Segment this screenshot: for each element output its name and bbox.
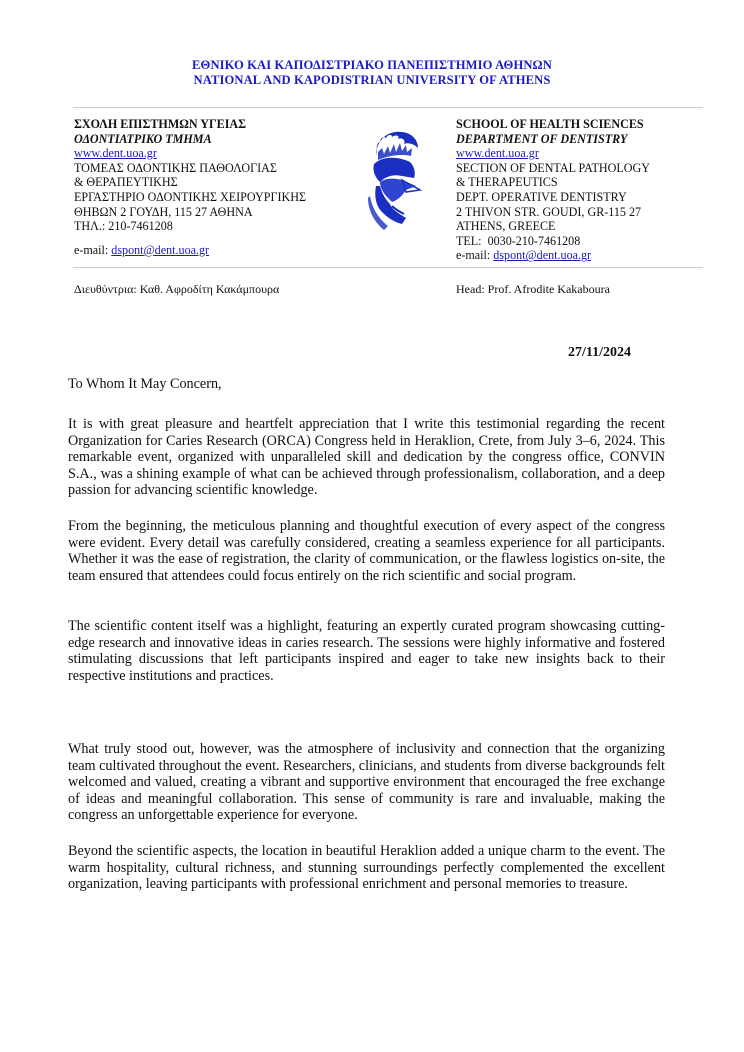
website-link-greek[interactable]: www.dent.uoa.gr xyxy=(74,146,157,161)
paragraph: From the beginning, the meticulous planning and thoughtful execution of every aspect of the congress were evident. Every detail was carefully considered, creating a seamless experience for all participants. Whether it was the ease of registration, the clarity of communication, or the flawless logistics on-site, the team ensured that attendees could focus entirely on the rich scientific and social program. xyxy=(68,518,665,584)
address-line2-english: ATHENS, GREECE xyxy=(456,219,556,234)
university-name-greek: ΕΘΝΙΚΟ ΚΑΙ ΚΑΠΟΔΙΣΤΡΙΑΚΟ ΠΑΝΕΠΙΣΤΗΜΙΟ ΑΘΗΝΩΝ xyxy=(192,58,552,72)
director-greek: Διευθύντρια: Καθ. Αφροδίτη Κακάμπουρα xyxy=(74,282,280,296)
paragraph: What truly stood out, however, was the atmosphere of inclusivity and connection that the organizing team cultivated throughout the event. Researchers, clinicians, and students from diverse backgrounds felt welcomed and valued, creating a vibrant and supportive environment that encouraged the free exchange of ideas and meaningful collaboration. This sense of community is rare and invaluable, making the congress an unforgettable experience for everyone. xyxy=(68,741,665,824)
section-line2-greek: & ΘΕΡΑΠΕΥΤΙΚΗΣ xyxy=(74,175,178,190)
paragraph: Beyond the scientific aspects, the location in beautiful Heraklion added a unique charm to the event. The warm hospitality, cultural richness, and stunning surroundings perfectly complemented the excellent organization, leaving participants with professional enrichment and personal memories to treasure. xyxy=(68,843,665,893)
department-name-english: DEPARTMENT OF DENTISTRY xyxy=(456,131,628,146)
email-link-greek[interactable]: dspont@dent.uoa.gr xyxy=(111,242,210,257)
department-name-greek: ΟΔΟΝΤΙΑΤΡΙΚΟ ΤΜΗΜΑ xyxy=(74,131,212,146)
athena-helmet-logo-icon xyxy=(362,126,424,234)
school-name-english: SCHOOL OF HEALTH SCIENCES xyxy=(456,117,644,131)
website-link-english[interactable]: www.dent.uoa.gr xyxy=(456,146,539,161)
email-label: e-mail: xyxy=(74,242,112,257)
university-name-english: NATIONAL AND KAPODISTRIAN UNIVERSITY OF ATHENS xyxy=(193,73,551,87)
university-title xyxy=(0,58,744,88)
salutation: To Whom It May Concern, xyxy=(68,376,222,392)
section-line1-greek: ΤΟΜΕΑΣ ΟΔΟΝΤΙΚΗΣ ΠΑΘΟΛΟΓΙΑΣ xyxy=(74,160,277,175)
phone-english: TEL: 0030-210-7461208 xyxy=(456,233,581,248)
letter-date: 27/11/2024 xyxy=(568,345,632,360)
letterhead-english-column xyxy=(456,117,650,263)
address-line1-english: 2 THIVON STR. GOUDI, GR-115 27 xyxy=(456,204,642,219)
paragraph: The scientific content itself was a highlight, featuring an expertly curated program showcasing cutting-edge research and innovative ideas in caries research. The sessions were highly informative and fostered stimulating discussions that left participants inspired and eager to take new insights back to their respective institutions and practices. xyxy=(68,618,665,684)
email-line-english xyxy=(456,248,650,263)
section-line2-english: & THERAPEUTICS xyxy=(456,175,558,190)
lab-name-english: DEPT. OPERATIVE DENTISTRY xyxy=(456,189,627,204)
letterhead-greek-column xyxy=(74,117,306,257)
school-name-greek: ΣΧΟΛΗ ΕΠΙΣΤΗΜΩΝ ΥΓΕΙΑΣ xyxy=(74,117,247,131)
director-english: Head: Prof. Afrodite Kakaboura xyxy=(456,282,610,296)
email-link-english[interactable]: dspont@dent.uoa.gr xyxy=(493,248,592,263)
section-line1-english: SECTION OF DENTAL PATHOLOGY xyxy=(456,160,650,175)
address-greek: ΘΗΒΩΝ 2 ΓΟΥΔΗ, 115 27 ΑΘΗΝΑ xyxy=(74,204,253,219)
paragraph: It is with great pleasure and heartfelt appreciation that I write this testimonial regarding the recent Organization for Caries Research (ORCA) Congress held in Heraklion, Crete, from July 3–6, 2024. This remarkable event, organized with unparalleled skill and dedication by the congress office, CONVIN S.A., was a shining example of what can be achieved through professionalism, collaboration, and a deep passion for advancing scientific knowledge. xyxy=(68,416,665,499)
lab-name-greek: ΕΡΓΑΣΤΗΡΙΟ ΟΔΟΝΤΙΚΗΣ ΧΕΙΡΟΥΡΓΙΚΗΣ xyxy=(74,189,307,204)
email-label: e-mail: xyxy=(456,248,494,263)
header-divider-bottom xyxy=(73,267,703,268)
phone-greek: ΤΗΛ.: 210-7461208 xyxy=(74,219,173,234)
header-divider-top xyxy=(73,107,703,108)
email-line-greek xyxy=(74,243,306,258)
